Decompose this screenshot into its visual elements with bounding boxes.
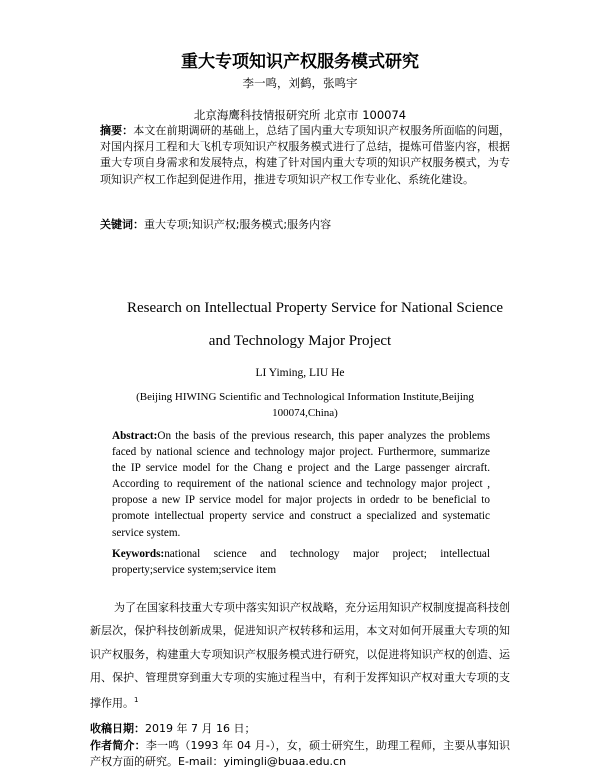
body-paragraph	[90, 596, 510, 715]
author-info	[90, 738, 510, 769]
keywords-en-label: Keywords:	[112, 548, 165, 560]
body-paragraph-text: 为了在国家科技重大专项中落实知识产权战略，充分运用知识产权制度提高科技创新层次，保护科技创新成果，促进知识产权转移和运用，本文对如何开展重大专项的知识产权服务，构建重大专项知识产权服务模式进行研究，以促进将知识产权的创造、运用、保护、管理贯穿到重大专项的实施过程当中，有利于发挥知识产权对重大专项的支撑作用。	[90, 601, 510, 710]
author-info-label: 作者简介：	[90, 739, 146, 752]
received-label: 收稿日期：	[90, 722, 145, 735]
keywords-en-text: national science and technology major project; intellectual property;service system;service item	[112, 548, 490, 577]
abstract-cn-label: 摘要：	[100, 124, 134, 137]
received-date	[90, 720, 510, 736]
keywords-cn	[100, 216, 510, 232]
keywords-cn-label: 关键词：	[100, 218, 144, 231]
abstract-en-text: On the basis of the previous research, this paper analyzes the problems faced by national science and technology major project. Furthermore, summarize the IP service model for the Chang e project and the Large passenger aircraft. According to requirement of the national science and technology major project , propose a new IP service model for major projects in ordedr to be beneficial to promote intellectual property service and construct a specialized and systematic service system.	[112, 430, 490, 539]
abstract-en-label: Abstract:	[112, 430, 158, 442]
affiliation-cn: 北京海鹰科技情报研究所 北京市 100074	[193, 108, 407, 122]
author-info-text: 李一鸣（1993 年 04 月-），女，硕士研究生，助理工程师，主要从事知识产权方面的研究。E-mail：yimingli@buaa.edu.cn	[90, 739, 510, 768]
authors-cn: 李一鸣，刘鹤，张鸣宇	[242, 76, 358, 90]
authors-en: LI Yiming, LIU He	[255, 367, 345, 379]
paper-title-cn: 重大专项知识产权服务模式研究	[181, 52, 419, 72]
footnote-marker: 1	[134, 696, 139, 705]
keywords-en	[112, 546, 490, 578]
affiliation-en: (Beijing HIWING Scientific and Technological Information Institute,Beijing 100074,China)	[136, 391, 474, 419]
abstract-cn-text: 本文在前期调研的基础上，总结了国内重大专项知识产权服务所面临的问题，对国内探月工程和大飞机专项知识产权服务模式进行了总结，提炼可借鉴内容，根据重大专项自身需求和发展特点，构建了针对国内重大专项的知识产权服务模式，为专项知识产权工作起到促进作用，推进专项知识产权工作专业化、系统化建设。	[100, 124, 510, 186]
received-date-text: 2019 年 7 月 16 日；	[145, 722, 256, 735]
paper-title-en-line2: and Technology Major Project	[208, 333, 392, 349]
keywords-cn-text: 重大专项;知识产权;服务模式;服务内容	[144, 218, 332, 231]
abstract-en	[112, 428, 490, 541]
paper-title-en-line1: Research on Intellectual Property Service for National Science	[126, 300, 504, 316]
abstract-cn	[100, 123, 510, 188]
